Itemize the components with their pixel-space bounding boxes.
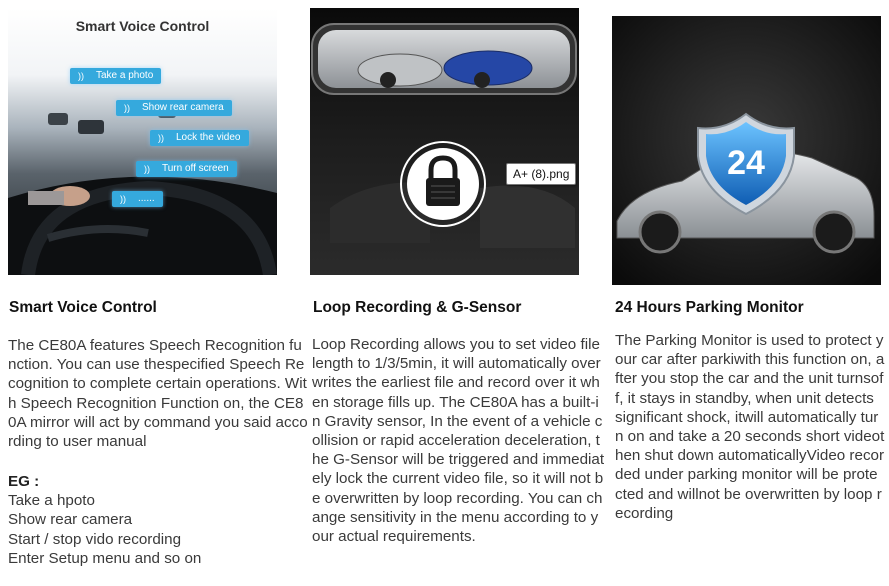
voice-bubble-rear: )) Show rear camera	[116, 100, 232, 116]
feature-column-parking	[606, 0, 889, 586]
sound-wave-icon: ))	[78, 71, 84, 81]
mirror-lock-graphic	[310, 8, 579, 275]
sound-wave-icon: ))	[120, 194, 126, 204]
badge-number: 24	[727, 144, 765, 182]
voice-control-image	[8, 8, 277, 275]
feature-column-voice	[0, 0, 308, 586]
section-heading: Smart Voice Control	[9, 299, 157, 316]
file-tooltip: A+ (8).png	[506, 163, 576, 185]
list-item: Take a hpoto	[8, 492, 95, 510]
list-item: Show rear camera	[8, 511, 133, 529]
feature-column-loop	[300, 0, 606, 586]
voice-bubble-more: )) ......	[112, 191, 163, 207]
parking-monitor-image	[612, 16, 881, 285]
example-items	[8, 491, 298, 568]
section-heading: 24 Hours Parking Monitor	[615, 299, 804, 316]
example-title: EG :	[8, 473, 40, 490]
list-item: Start / stop vido recording	[8, 530, 182, 548]
section-heading: Loop Recording & G-Sensor	[313, 299, 522, 316]
voice-bubble-screen: )) Turn off screen	[136, 161, 237, 177]
sound-wave-icon: ))	[158, 133, 164, 143]
section-paragraph: The CE80A features Speech Recognition function. You can use thespecified Speech Recognition to complete certain operations. With Speech Recognition Function on, the CE80A mirror will act by command you said according to user manual	[8, 337, 308, 451]
section-paragraph: The Parking Monitor is used to protect your car after parkiwith this function on, after you stop the car and the unit turnsoff, it stays in standby, when unit detects significant shock, itwill automatically turn on and take a 20 seconds short videothen shut down automaticallyVideo recorded under parking monitor will be protected and willnot be overwritten by loop recording	[615, 332, 885, 522]
list-item: Enter Setup menu and so on	[8, 549, 202, 567]
sound-wave-icon: ))	[124, 103, 130, 113]
image-title: Smart Voice Control	[75, 18, 210, 34]
section-paragraph: Loop Recording allows you to set video file length to 1/3/5min, it will automatically over writes the earliest file and record over it when storage fills up. The CE80A has a built-in Gravity sensor, In the event of a vehicle collision or rapid acceleration deceleration, the G-Sensor will be triggered and immediately lock the current video file, so it will not be overwritten by loop recording. You can change sensitivity in the menu according to your actual requirements.	[312, 336, 605, 546]
loop-recording-image	[310, 8, 579, 275]
car-shield-graphic	[612, 16, 881, 285]
example-list	[8, 472, 298, 568]
voice-bubble-lock: )) Lock the video	[150, 130, 249, 146]
sound-wave-icon: ))	[144, 164, 150, 174]
voice-bubble-photo: )) Take a photo	[70, 68, 161, 84]
